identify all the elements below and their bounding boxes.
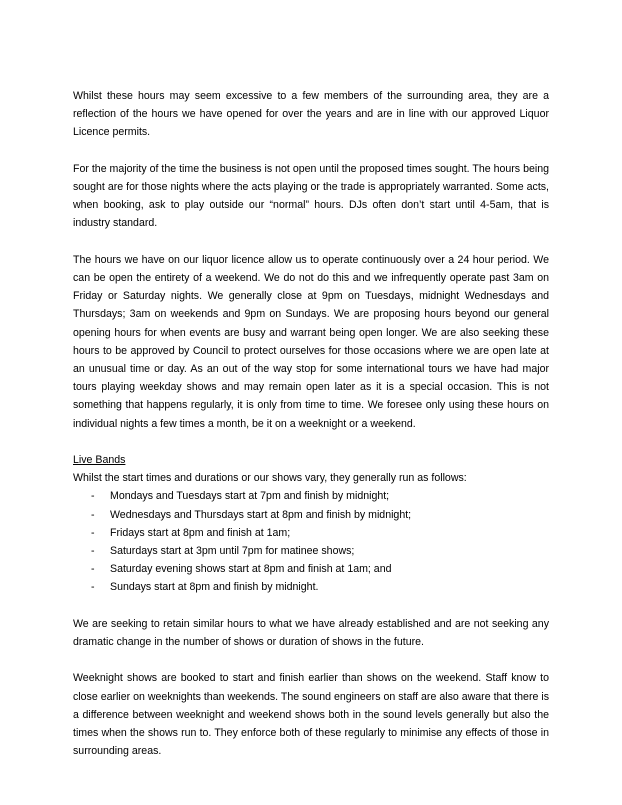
list-item-text: Saturday evening shows start at 8pm and finish at 1am; and bbox=[110, 563, 392, 576]
paragraph-liquor-licence-hours: The hours we have on our liquor licence allow us to operate continuously over a 24 hour period. We can be open the entirety of a weekend. We do not do this and we infrequently operate past 3am on Friday or Saturday nights. We generally close at 9pm on Tuesdays, midnight Wednesdays and Thursdays; 3am on weekends and 9pm on Sundays. We are proposing hours beyond our general opening hours for when events are busy and warrant being open longer. We are also seeking these hours to be approved by Council to protect ourselves for those occasions where we are open late at an unusual time or day. As an out of the way stop for some international tours we have had major tours playing weekday shows and may remain open later as it is a special occasion. This is not something that happens regularly, it is only from time to time. We foresee only using these hours on individual nights a few times a month, be it on a weeknight or a weekend. bbox=[73, 253, 549, 430]
dash-bullet: - bbox=[91, 490, 95, 503]
live-bands-section bbox=[73, 451, 549, 597]
list-item-text: Mondays and Tuesdays start at 7pm and finish by midnight; bbox=[110, 490, 390, 503]
list-item-text: Wednesdays and Thursdays start at 8pm and finish by midnight; bbox=[110, 508, 412, 521]
dash-bullet: - bbox=[91, 508, 95, 521]
list-item bbox=[73, 560, 549, 578]
list-item-text: Sundays start at 8pm and finish by midnight. bbox=[110, 581, 319, 594]
list-item bbox=[73, 506, 549, 524]
dash-bullet: - bbox=[91, 563, 95, 576]
dash-bullet: - bbox=[91, 581, 95, 594]
show-times-list bbox=[73, 487, 549, 596]
paragraph-weeknight-shows: Weeknight shows are booked to start and finish earlier than shows on the weekend. Staff know to close earlier on weeknights than weekends. The sound engineers on staff are also aware that there is a difference between weeknight and weekend shows both in the sound levels generally but also the times when the shows run to. They enforce both of these regularly to minimise any effects of those in surrounding areas. bbox=[73, 672, 549, 758]
list-item bbox=[73, 542, 549, 560]
paragraph-hours-reflection: Whilst these hours may seem excessive to a few members of the surrounding area, they are a reflection of the hours we have opened for over the years and are in line with our approved Liquor Licence permits. bbox=[73, 90, 549, 139]
dash-bullet: - bbox=[91, 526, 95, 539]
live-bands-intro: Whilst the start times and durations or our shows vary, they generally run as follows: bbox=[73, 472, 467, 485]
document-page bbox=[73, 87, 549, 779]
paragraph-retain-hours: We are seeking to retain similar hours to what we have already established and are not seeking any dramatic change in the number of shows or duration of shows in the future. bbox=[73, 617, 549, 649]
list-item-text: Saturdays start at 3pm until 7pm for matinee shows; bbox=[110, 545, 355, 558]
list-item bbox=[73, 524, 549, 542]
list-item-text: Fridays start at 8pm and finish at 1am; bbox=[110, 526, 291, 539]
list-item bbox=[73, 578, 549, 596]
list-item bbox=[73, 487, 549, 505]
paragraph-proposed-times: For the majority of the time the business is not open until the proposed times sought. The hours being sought are for those nights where the acts playing or the trade is appropriately warranted. Some acts, when booking, ask to play outside our “normal” hours. DJs often don’t start until 4-5am, that is industry standard. bbox=[73, 162, 549, 230]
dash-bullet: - bbox=[91, 545, 95, 558]
live-bands-heading: Live Bands bbox=[73, 454, 126, 467]
